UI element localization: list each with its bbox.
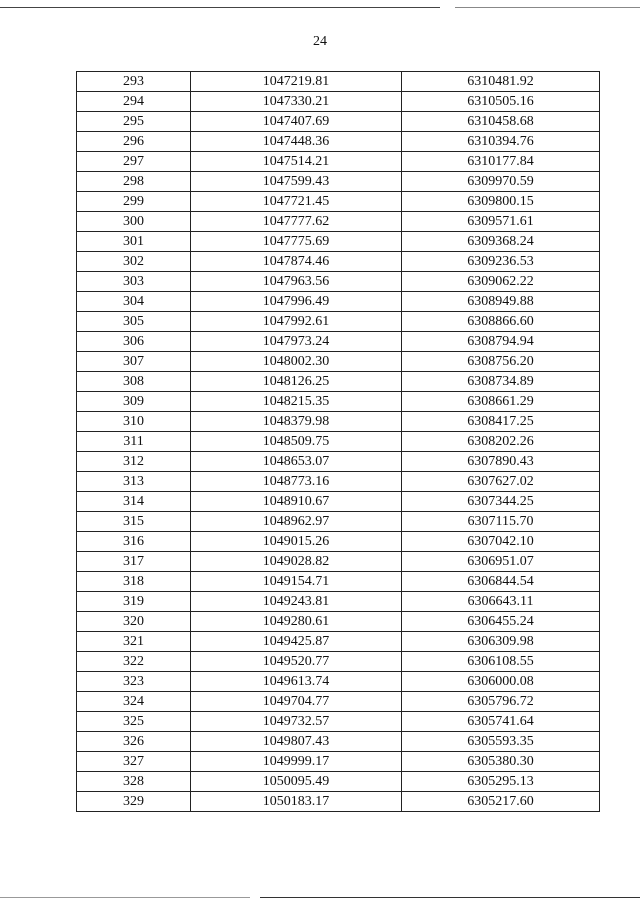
y-coordinate-cell: 6305796.72 bbox=[402, 692, 600, 712]
x-coordinate-cell: 1050183.17 bbox=[191, 792, 402, 812]
x-coordinate-cell: 1048509.75 bbox=[191, 432, 402, 452]
table-row bbox=[77, 732, 600, 752]
x-coordinate-cell: 1049613.74 bbox=[191, 672, 402, 692]
table-row bbox=[77, 392, 600, 412]
x-coordinate-cell: 1048962.97 bbox=[191, 512, 402, 532]
x-coordinate-cell: 1049807.43 bbox=[191, 732, 402, 752]
x-coordinate-cell: 1047407.69 bbox=[191, 112, 402, 132]
y-coordinate-cell: 6309571.61 bbox=[402, 212, 600, 232]
y-coordinate-cell: 6307627.02 bbox=[402, 472, 600, 492]
point-number-cell: 310 bbox=[77, 412, 191, 432]
point-number-cell: 296 bbox=[77, 132, 191, 152]
x-coordinate-cell: 1047996.49 bbox=[191, 292, 402, 312]
y-coordinate-cell: 6306108.55 bbox=[402, 652, 600, 672]
x-coordinate-cell: 1049243.81 bbox=[191, 592, 402, 612]
y-coordinate-cell: 6310481.92 bbox=[402, 72, 600, 92]
coordinates-table bbox=[76, 71, 600, 812]
point-number-cell: 315 bbox=[77, 512, 191, 532]
y-coordinate-cell: 6309062.22 bbox=[402, 272, 600, 292]
x-coordinate-cell: 1049732.57 bbox=[191, 712, 402, 732]
x-coordinate-cell: 1047721.45 bbox=[191, 192, 402, 212]
y-coordinate-cell: 6308756.20 bbox=[402, 352, 600, 372]
point-number-cell: 329 bbox=[77, 792, 191, 812]
y-coordinate-cell: 6308734.89 bbox=[402, 372, 600, 392]
point-number-cell: 327 bbox=[77, 752, 191, 772]
point-number-cell: 297 bbox=[77, 152, 191, 172]
point-number-cell: 321 bbox=[77, 632, 191, 652]
y-coordinate-cell: 6307890.43 bbox=[402, 452, 600, 472]
coordinates-table-body bbox=[77, 72, 600, 812]
y-coordinate-cell: 6309970.59 bbox=[402, 172, 600, 192]
x-coordinate-cell: 1047775.69 bbox=[191, 232, 402, 252]
table-row bbox=[77, 652, 600, 672]
point-number-cell: 293 bbox=[77, 72, 191, 92]
point-number-cell: 320 bbox=[77, 612, 191, 632]
point-number-cell: 304 bbox=[77, 292, 191, 312]
y-coordinate-cell: 6310458.68 bbox=[402, 112, 600, 132]
table-row bbox=[77, 72, 600, 92]
y-coordinate-cell: 6306309.98 bbox=[402, 632, 600, 652]
x-coordinate-cell: 1047219.81 bbox=[191, 72, 402, 92]
page-number: 24 bbox=[313, 34, 327, 49]
scan-edge-line-bottom-left bbox=[0, 897, 250, 898]
table-row bbox=[77, 312, 600, 332]
y-coordinate-cell: 6307115.70 bbox=[402, 512, 600, 532]
y-coordinate-cell: 6308202.26 bbox=[402, 432, 600, 452]
x-coordinate-cell: 1048126.25 bbox=[191, 372, 402, 392]
table-row bbox=[77, 572, 600, 592]
x-coordinate-cell: 1047448.36 bbox=[191, 132, 402, 152]
y-coordinate-cell: 6310394.76 bbox=[402, 132, 600, 152]
table-row bbox=[77, 152, 600, 172]
table-row bbox=[77, 672, 600, 692]
table-row bbox=[77, 752, 600, 772]
x-coordinate-cell: 1049704.77 bbox=[191, 692, 402, 712]
x-coordinate-cell: 1048379.98 bbox=[191, 412, 402, 432]
point-number-cell: 303 bbox=[77, 272, 191, 292]
y-coordinate-cell: 6309800.15 bbox=[402, 192, 600, 212]
point-number-cell: 294 bbox=[77, 92, 191, 112]
point-number-cell: 309 bbox=[77, 392, 191, 412]
table-row bbox=[77, 192, 600, 212]
point-number-cell: 319 bbox=[77, 592, 191, 612]
x-coordinate-cell: 1048215.35 bbox=[191, 392, 402, 412]
point-number-cell: 326 bbox=[77, 732, 191, 752]
y-coordinate-cell: 6305295.13 bbox=[402, 772, 600, 792]
point-number-cell: 295 bbox=[77, 112, 191, 132]
table-row bbox=[77, 532, 600, 552]
table-row bbox=[77, 172, 600, 192]
table-row bbox=[77, 352, 600, 372]
point-number-cell: 301 bbox=[77, 232, 191, 252]
y-coordinate-cell: 6305217.60 bbox=[402, 792, 600, 812]
table-row bbox=[77, 472, 600, 492]
point-number-cell: 314 bbox=[77, 492, 191, 512]
x-coordinate-cell: 1049999.17 bbox=[191, 752, 402, 772]
point-number-cell: 317 bbox=[77, 552, 191, 572]
point-number-cell: 300 bbox=[77, 212, 191, 232]
point-number-cell: 307 bbox=[77, 352, 191, 372]
x-coordinate-cell: 1047973.24 bbox=[191, 332, 402, 352]
table-row bbox=[77, 272, 600, 292]
table-row bbox=[77, 692, 600, 712]
y-coordinate-cell: 6306844.54 bbox=[402, 572, 600, 592]
table-row bbox=[77, 792, 600, 812]
point-number-cell: 316 bbox=[77, 532, 191, 552]
x-coordinate-cell: 1049015.26 bbox=[191, 532, 402, 552]
table-row bbox=[77, 132, 600, 152]
table-row bbox=[77, 492, 600, 512]
point-number-cell: 323 bbox=[77, 672, 191, 692]
y-coordinate-cell: 6309236.53 bbox=[402, 252, 600, 272]
point-number-cell: 325 bbox=[77, 712, 191, 732]
table-row bbox=[77, 432, 600, 452]
point-number-cell: 322 bbox=[77, 652, 191, 672]
point-number-cell: 298 bbox=[77, 172, 191, 192]
point-number-cell: 328 bbox=[77, 772, 191, 792]
x-coordinate-cell: 1047992.61 bbox=[191, 312, 402, 332]
scan-edge-line-top bbox=[0, 7, 440, 8]
point-number-cell: 318 bbox=[77, 572, 191, 592]
point-number-cell: 313 bbox=[77, 472, 191, 492]
x-coordinate-cell: 1047330.21 bbox=[191, 92, 402, 112]
y-coordinate-cell: 6307344.25 bbox=[402, 492, 600, 512]
x-coordinate-cell: 1047514.21 bbox=[191, 152, 402, 172]
y-coordinate-cell: 6310177.84 bbox=[402, 152, 600, 172]
y-coordinate-cell: 6308661.29 bbox=[402, 392, 600, 412]
x-coordinate-cell: 1047599.43 bbox=[191, 172, 402, 192]
point-number-cell: 306 bbox=[77, 332, 191, 352]
x-coordinate-cell: 1048002.30 bbox=[191, 352, 402, 372]
y-coordinate-cell: 6308866.60 bbox=[402, 312, 600, 332]
table-row bbox=[77, 332, 600, 352]
y-coordinate-cell: 6306643.11 bbox=[402, 592, 600, 612]
table-row bbox=[77, 232, 600, 252]
x-coordinate-cell: 1048773.16 bbox=[191, 472, 402, 492]
x-coordinate-cell: 1047777.62 bbox=[191, 212, 402, 232]
table-row bbox=[77, 612, 600, 632]
table-row bbox=[77, 512, 600, 532]
table-row bbox=[77, 412, 600, 432]
table-row bbox=[77, 552, 600, 572]
table-row bbox=[77, 252, 600, 272]
y-coordinate-cell: 6308949.88 bbox=[402, 292, 600, 312]
table-row bbox=[77, 592, 600, 612]
table-row bbox=[77, 772, 600, 792]
table-row bbox=[77, 112, 600, 132]
point-number-cell: 305 bbox=[77, 312, 191, 332]
x-coordinate-cell: 1049028.82 bbox=[191, 552, 402, 572]
y-coordinate-cell: 6305593.35 bbox=[402, 732, 600, 752]
point-number-cell: 308 bbox=[77, 372, 191, 392]
scan-edge-line-top-right bbox=[455, 7, 640, 8]
y-coordinate-cell: 6310505.16 bbox=[402, 92, 600, 112]
y-coordinate-cell: 6305380.30 bbox=[402, 752, 600, 772]
x-coordinate-cell: 1050095.49 bbox=[191, 772, 402, 792]
y-coordinate-cell: 6309368.24 bbox=[402, 232, 600, 252]
point-number-cell: 311 bbox=[77, 432, 191, 452]
table-row bbox=[77, 92, 600, 112]
x-coordinate-cell: 1049280.61 bbox=[191, 612, 402, 632]
x-coordinate-cell: 1049425.87 bbox=[191, 632, 402, 652]
point-number-cell: 324 bbox=[77, 692, 191, 712]
x-coordinate-cell: 1047874.46 bbox=[191, 252, 402, 272]
y-coordinate-cell: 6306000.08 bbox=[402, 672, 600, 692]
point-number-cell: 312 bbox=[77, 452, 191, 472]
x-coordinate-cell: 1049154.71 bbox=[191, 572, 402, 592]
scan-edge-line-bottom bbox=[260, 897, 640, 898]
y-coordinate-cell: 6306951.07 bbox=[402, 552, 600, 572]
y-coordinate-cell: 6306455.24 bbox=[402, 612, 600, 632]
table-row bbox=[77, 212, 600, 232]
point-number-cell: 302 bbox=[77, 252, 191, 272]
y-coordinate-cell: 6305741.64 bbox=[402, 712, 600, 732]
x-coordinate-cell: 1048910.67 bbox=[191, 492, 402, 512]
table-row bbox=[77, 632, 600, 652]
x-coordinate-cell: 1049520.77 bbox=[191, 652, 402, 672]
y-coordinate-cell: 6308417.25 bbox=[402, 412, 600, 432]
table-row bbox=[77, 452, 600, 472]
y-coordinate-cell: 6308794.94 bbox=[402, 332, 600, 352]
x-coordinate-cell: 1048653.07 bbox=[191, 452, 402, 472]
table-row bbox=[77, 712, 600, 732]
x-coordinate-cell: 1047963.56 bbox=[191, 272, 402, 292]
table-row bbox=[77, 372, 600, 392]
point-number-cell: 299 bbox=[77, 192, 191, 212]
y-coordinate-cell: 6307042.10 bbox=[402, 532, 600, 552]
table-row bbox=[77, 292, 600, 312]
